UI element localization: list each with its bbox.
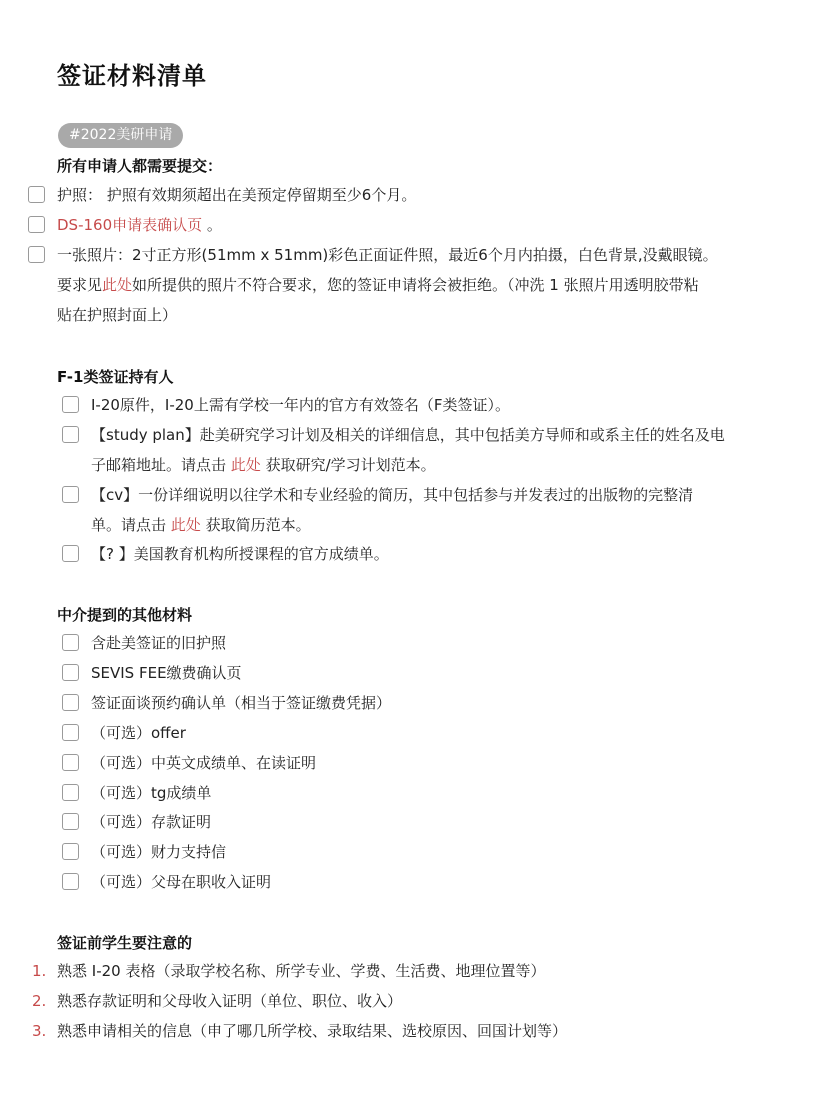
agency-item: （可选）tg成绩单 bbox=[91, 784, 212, 802]
item-cv-line1: 【cv】一份详细说明以往学术和专业经验的简历，其中包括参与并发表过的出版物的完整清 bbox=[91, 486, 694, 504]
list-number: 3. bbox=[32, 1022, 47, 1040]
note-item: 熟悉 I-20 表格（录取学校名称、所学专业、学费、生活费、地理位置等） bbox=[57, 962, 546, 980]
note-item: 熟悉存款证明和父母收入证明（单位、职位、收入） bbox=[57, 992, 403, 1010]
page-title: 签证材料清单 bbox=[57, 62, 207, 90]
section-heading-notes: 签证前学生要注意的 bbox=[57, 934, 193, 952]
photo-line2-pre: 要求见 bbox=[57, 276, 103, 294]
checkbox-cv[interactable] bbox=[62, 486, 79, 503]
study-line2-post: 获取研究/学习计划范本。 bbox=[260, 456, 436, 474]
checkbox-ds160[interactable] bbox=[28, 216, 45, 233]
checkbox-sevis-fee[interactable] bbox=[62, 664, 79, 681]
list-number: 2. bbox=[32, 992, 47, 1010]
study-line2-pre: 子邮箱地址。请点击 bbox=[91, 456, 231, 474]
checkbox-passport[interactable] bbox=[28, 186, 45, 203]
checkbox-deposit[interactable] bbox=[62, 813, 79, 830]
item-study-plan-line2 bbox=[91, 450, 436, 480]
cv-line2-post: 获取简历范本。 bbox=[200, 516, 311, 534]
photo-requirements-link[interactable]: 此处 bbox=[102, 276, 133, 294]
list-number: 1. bbox=[32, 962, 47, 980]
item-photo-line1: 一张照片：2寸正方形(51mm x 51mm)彩色正面证件照，最近6个月内拍摄，白色背景,没戴眼镜。 bbox=[57, 246, 718, 264]
photo-line2-post: 如所提供的照片不符合要求，您的签证申请将会被拒绝。（冲洗 1 张照片用透明胶带粘 bbox=[132, 276, 699, 294]
checkbox-transcript[interactable] bbox=[62, 545, 79, 562]
checkbox-interview-confirmation[interactable] bbox=[62, 694, 79, 711]
cv-line2-pre: 单。请点击 bbox=[91, 516, 171, 534]
checkbox-offer[interactable] bbox=[62, 724, 79, 741]
note-item: 熟悉申请相关的信息（申了哪几所学校、录取结果、选校原因、回国计划等） bbox=[57, 1022, 568, 1040]
ds160-link[interactable]: DS-160申请表确认页 bbox=[57, 216, 203, 234]
checkbox-old-passport[interactable] bbox=[62, 634, 79, 651]
checkbox-i20[interactable] bbox=[62, 396, 79, 413]
item-study-plan-line1: 【study plan】赴美研究学习计划及相关的详细信息，其中包括美方导师和或系主任的姓名及电 bbox=[91, 426, 725, 444]
agency-item: （可选）财力支持信 bbox=[91, 843, 227, 861]
checkbox-tg-scores[interactable] bbox=[62, 784, 79, 801]
cv-template-link[interactable]: 此处 bbox=[170, 516, 201, 534]
item-passport: 护照： 护照有效期须超出在美预定停留期至少6个月。 bbox=[57, 186, 417, 204]
checkbox-photo[interactable] bbox=[28, 246, 45, 263]
agency-item: 签证面谈预约确认单（相当于签证缴费凭据） bbox=[91, 694, 392, 712]
agency-item: （可选）中英文成绩单、在读证明 bbox=[91, 754, 317, 772]
section-heading-all-applicants: 所有申请人都需要提交： bbox=[57, 157, 223, 175]
item-photo-line2 bbox=[57, 270, 699, 300]
hashtag-badge[interactable]: #2022美研申请 bbox=[58, 123, 183, 148]
item-cv-line2 bbox=[91, 510, 311, 540]
agency-item: （可选）offer bbox=[91, 724, 186, 742]
item-transcript: 【? 】美国教育机构所授课程的官方成绩单。 bbox=[91, 545, 389, 563]
checkbox-transcripts[interactable] bbox=[62, 754, 79, 771]
item-photo-line3: 贴在护照封面上） bbox=[57, 306, 178, 324]
checkbox-parents-income[interactable] bbox=[62, 873, 79, 890]
agency-item: 含赴美签证的旧护照 bbox=[91, 634, 227, 652]
checkbox-study-plan[interactable] bbox=[62, 426, 79, 443]
agency-item: （可选）存款证明 bbox=[91, 813, 212, 831]
item-ds160 bbox=[57, 210, 222, 240]
agency-item: SEVIS FEE缴费确认页 bbox=[91, 664, 242, 682]
checkbox-financial-support[interactable] bbox=[62, 843, 79, 860]
agency-item: （可选）父母在职收入证明 bbox=[91, 873, 272, 891]
item-i20: I-20原件，I-20上需有学校一年内的官方有效签名（F类签证）。 bbox=[91, 396, 510, 414]
section-heading-f1: F-1类签证持有人 bbox=[57, 368, 174, 386]
section-heading-agency: 中介提到的其他材料 bbox=[57, 606, 193, 624]
ds160-tail: 。 bbox=[206, 216, 222, 234]
study-plan-link[interactable]: 此处 bbox=[230, 456, 261, 474]
